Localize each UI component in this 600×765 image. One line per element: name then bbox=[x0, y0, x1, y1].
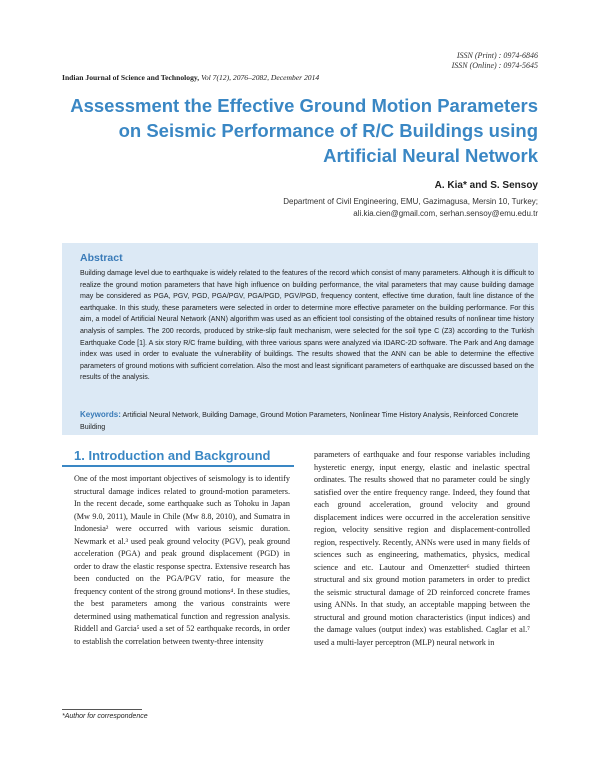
abstract-text: Building damage level due to earthquake is widely related to the features of the record which consist of many parameters. Although it is difficult to realize the ground motion parameters that have high influence on building performance, the vital parameters that may cause building damage may be considered as PGA, PGV, PGD, PGA/PGV, PGA/PGD, PGV/PGD, frequency content, effective time duration, fault line distance of the earthquake. In this study, these parameters were selected in order to determine more effective parameter on the building performance. For this aim, a model of Artificial Neural Network (ANN) algorithm was used as an efficient tool consisting of the obtained results of nonlinear time history analysis of samples. The 200 records, produced by strike-slip fault mechanism, were selected for the soil type C (Z3) according to the Turkish Earthquake Code [1]. A six story R/C frame building, with three various spans were analyzed via IDARC-2D software. The Park and Ang damage index was used in order to evaluate the vulnerability of buildings. The results showed that the ANN can be able to determine the effective parameters of ground motions with sufficient correlation. Also the most and least significant parameters of earthquake are discussed based on the results of the analysis. bbox=[80, 270, 534, 382]
paper-title: Assessment the Effective Ground Motion Parameters on Seismic Performance of R/C Buildings using Artificial Neural Network bbox=[70, 95, 538, 166]
journal-citation bbox=[62, 73, 319, 82]
footnote-rule bbox=[62, 709, 142, 710]
affiliation-department: Department of Civil Engineering, EMU, Gazimagusa, Mersin 10, Turkey; bbox=[283, 197, 538, 206]
authors: A. Kia* and S. Sensoy bbox=[434, 180, 538, 191]
keywords bbox=[80, 409, 534, 433]
abstract-heading: Abstract bbox=[80, 252, 123, 264]
affiliation bbox=[283, 196, 538, 220]
affiliation-emails: ali.kia.cien@gmail.com, serhan.sensoy@emu.edu.tr bbox=[353, 209, 538, 218]
body-column-left: One of the most important objectives of seismology is to identify structural damage indices related to ground-motion parameters. In the recent decade, some earthquake such as Tohoku in Japan (Mw 9.0, 2011), Maule in Chile (Mw 8.8, 2010), and Sumatra in Indonesia² were occurred with various seismic duration. Newmark et al.³ used peak ground velocity (PGV), peak ground acceleration (PGA) and peak ground displacement (PGD) in order to draw the elastic response spectra. Extensive research has been conducted on the PGA/PGV ratio, for measure the frequency content of the strong ground motions⁴. In these studies, the best parameters among the various constraints were determined using mathematical function and regression analysis. Riddell and Garcia⁵ used a set of 52 earthquake records, in order to establish the correlation between twenty-three intensity bbox=[74, 474, 290, 646]
section-heading-rule bbox=[62, 465, 294, 467]
journal-name: Indian Journal of Science and Technology, bbox=[62, 73, 200, 82]
keywords-text: Artificial Neural Network, Building Damage, Ground Motion Parameters, Nonlinear Time History Analysis, Reinforced Concrete Building bbox=[80, 411, 519, 431]
journal-volume: Vol 7(12), 2076–2082, December 2014 bbox=[201, 73, 320, 82]
body-column-right: parameters of earthquake and four response variables including hysteretic energy, input energy, elastic and inelastic spectral ordinates. The results showed that no parameter could be singly satisfied over the entire frequency range. Indeed, they found that each ground acceleration, ground velocity and ground displacement indices were occurred in the acceleration sensitive region, velocity sensitive region and displacement-controlled region, respectively. Recently, ANNs were used in many fields of sciences such as engineering, mathematics, physics, medical science and etc. Lautour and Omenzetter⁶ studied thirteen structural and six ground motion parameters in order to predict the seismic structural damage of 2D reinforced concrete frames using ANNs. In that study, an acceptable mapping between the structural and ground motion characteristics (input indices) and the damage values (output index) was established. Caglar et al.⁷ used a multi-layer perceptron (MLP) neural network in bbox=[314, 450, 530, 647]
issn-online: ISSN (Online) : 0974-5645 bbox=[451, 61, 538, 70]
issn-print: ISSN (Print) : 0974-6846 bbox=[456, 51, 538, 60]
keywords-label: Keywords: bbox=[80, 410, 121, 419]
footnote: *Author for correspondence bbox=[62, 713, 148, 720]
section-heading: 1. Introduction and Background bbox=[74, 448, 271, 463]
issn-block bbox=[452, 51, 538, 71]
